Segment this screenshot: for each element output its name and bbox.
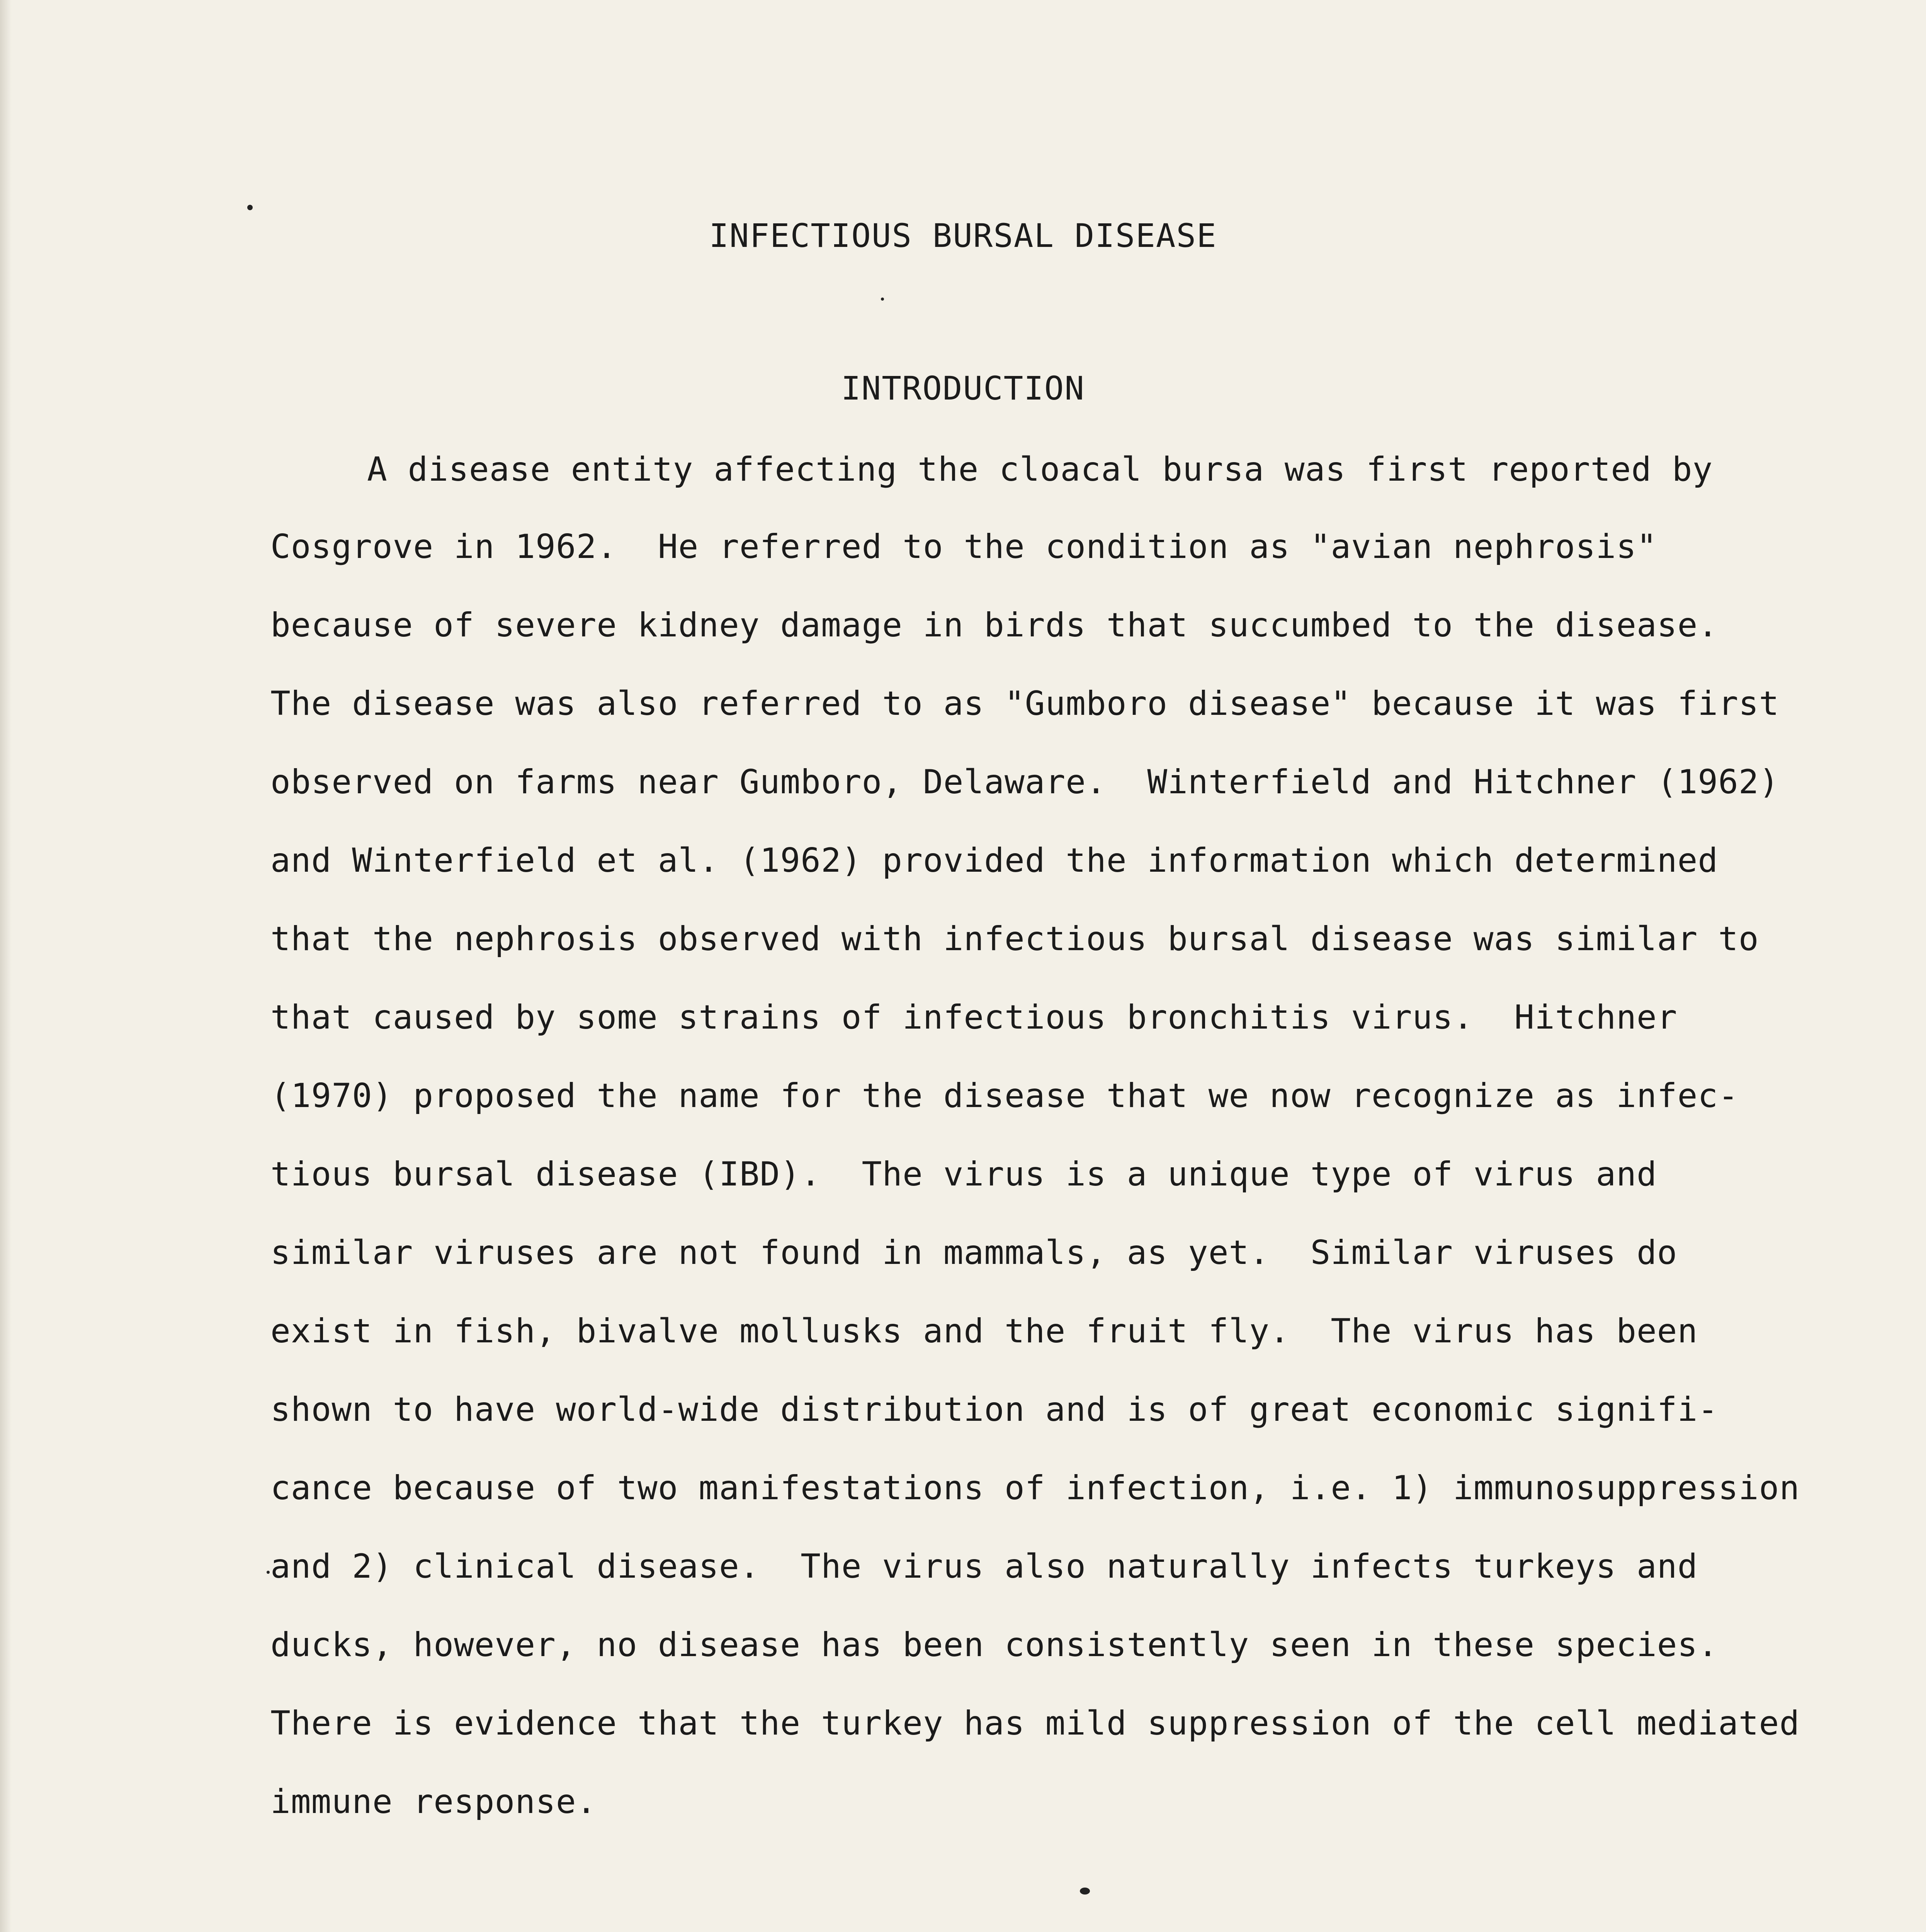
paragraph-line: that the nephrosis observed with infectious bursal disease was similar to bbox=[270, 920, 1759, 958]
paragraph-line: (1970) proposed the name for the disease that we now recognize as infec- bbox=[270, 1077, 1739, 1115]
paper-speck bbox=[881, 298, 884, 301]
paragraph-line: cance because of two manifestations of infection, i.e. 1) immunosuppression bbox=[270, 1469, 1800, 1507]
paragraph-line: The disease was also referred to as "Gumboro disease" because it was first bbox=[270, 684, 1780, 723]
paper-speck bbox=[1080, 1888, 1090, 1895]
paragraph-line: similar viruses are not found in mammals, as yet. Similar viruses do bbox=[270, 1233, 1678, 1272]
paper-speck bbox=[267, 1571, 270, 1574]
paragraph-line: because of severe kidney damage in birds that succumbed to the disease. bbox=[270, 606, 1719, 645]
paragraph-line: that caused by some strains of infectious bronchitis virus. Hitchner bbox=[270, 998, 1678, 1037]
paper-speck bbox=[247, 205, 253, 210]
introduction-heading: INTRODUCTION bbox=[841, 369, 1085, 407]
paragraph-line: immune response. bbox=[270, 1782, 597, 1821]
paragraph-line: and 2) clinical disease. The virus also naturally infects turkeys and bbox=[270, 1547, 1698, 1586]
paragraph-line: ducks, however, no disease has been consistently seen in these species. bbox=[270, 1626, 1719, 1664]
paragraph-line: shown to have world-wide distribution and is of great economic signifi- bbox=[270, 1390, 1719, 1429]
document-title: INFECTIOUS BURSAL DISEASE bbox=[709, 217, 1217, 255]
paragraph-line: A disease entity affecting the cloacal bursa was first reported by bbox=[367, 450, 1713, 489]
paragraph-line: and Winterfield et al. (1962) provided the information which determined bbox=[270, 841, 1719, 880]
paragraph-line: Cosgrove in 1962. He referred to the condition as "avian nephrosis" bbox=[270, 527, 1657, 566]
paragraph-line: There is evidence that the turkey has mild suppression of the cell mediated bbox=[270, 1704, 1800, 1743]
paragraph-line: tious bursal disease (IBD). The virus is a unique type of virus and bbox=[270, 1155, 1657, 1194]
page-edge-shadow bbox=[0, 0, 12, 1932]
paragraph-line: observed on farms near Gumboro, Delaware. Winterfield and Hitchner (1962) bbox=[270, 763, 1780, 801]
paragraph-line: exist in fish, bivalve mollusks and the fruit fly. The virus has been bbox=[270, 1312, 1698, 1350]
